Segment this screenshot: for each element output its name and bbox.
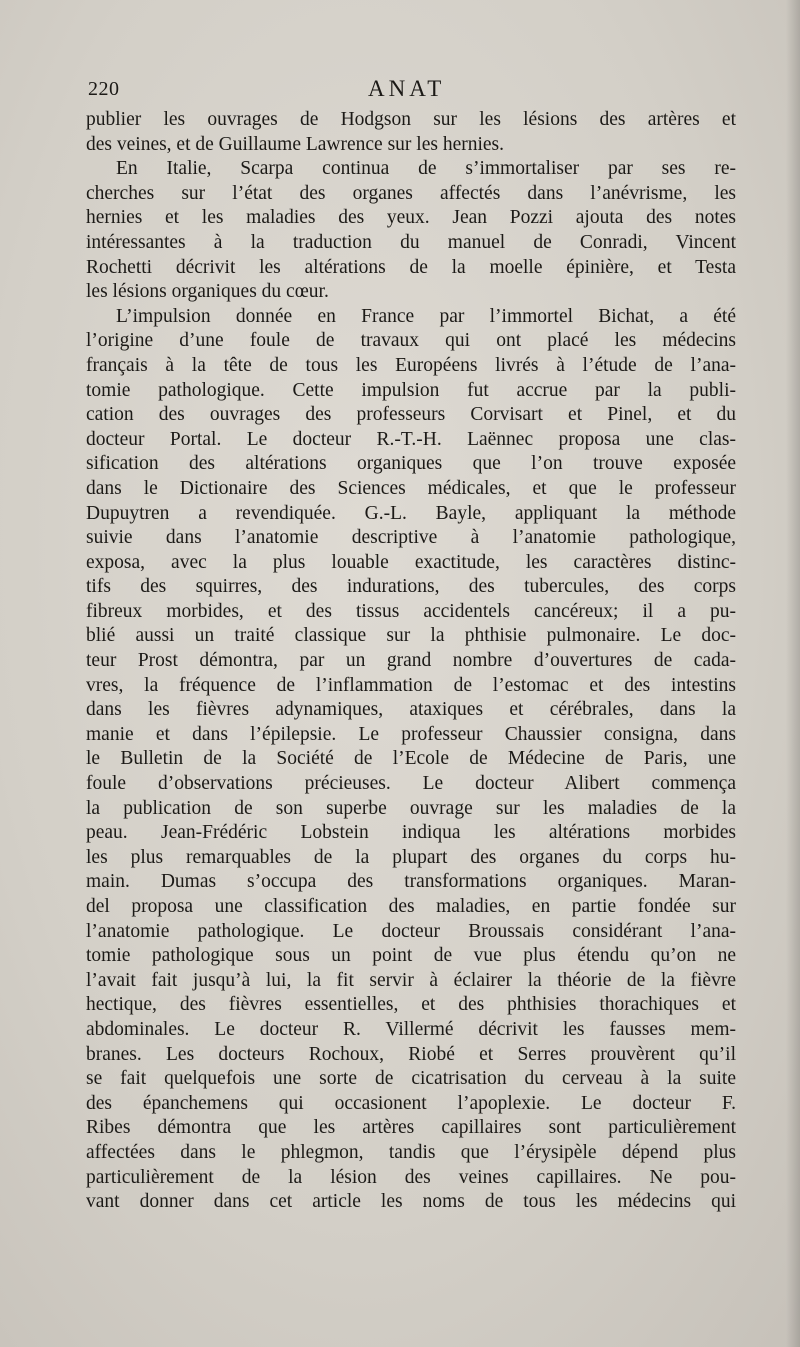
body-text	[86, 108, 736, 1215]
text-line: dans le Dictionaire des Sciences médicales, et que le professeur	[86, 477, 736, 499]
text-line: exposa, avec la plus louable exactitude, les caractères distinc-	[86, 551, 736, 573]
text-line: les plus remarquables de la plupart des organes du corps hu-	[86, 846, 736, 868]
text-line: docteur Portal. Le docteur R.-T.-H. Laënnec proposa une clas-	[86, 428, 736, 450]
text-line: la publication de son superbe ouvrage sur les maladies de la	[86, 797, 736, 819]
page-header	[88, 76, 748, 106]
text-line: vant donner dans cet article les noms de tous les médecins qui	[86, 1191, 736, 1213]
text-line: del proposa une classification des maladies, en partie fondée sur	[86, 896, 736, 917]
text-line: L’impulsion donnée en France par l’immortel Bichat, a été	[116, 305, 736, 327]
text-line: les lésions organiques du cœur.	[86, 281, 329, 303]
text-line: tomie pathologique. Cette impulsion fut accrue par la publi-	[86, 379, 736, 401]
text-line: français à la tête de tous les Européens livrés à l’étude de l’ana-	[86, 354, 736, 376]
text-line: En Italie, Scarpa continua de s’immortaliser par ses re-	[116, 158, 736, 180]
text-line: teur Prost démontra, par un grand nombre d’ouvertures de cada-	[86, 650, 736, 672]
text-line: Ribes démontra que les artères capillaires sont particulièrement	[86, 1117, 736, 1139]
text-line: manie et dans l’épilepsie. Le professeur Chaussier consigna, dans	[86, 723, 736, 745]
text-line: publier les ouvrages de Hodgson sur les lésions des artères et	[86, 109, 736, 130]
text-line: cherches sur l’état des organes affectés dans l’anévrisme, les	[86, 182, 736, 204]
text-line: hectique, des fièvres essentielles, et des phthisies thorachiques et	[86, 994, 736, 1016]
text-line: vres, la fréquence de l’inflammation de l’estomac et des intestins	[86, 674, 736, 696]
text-line: particulièrement de la lésion des veines capillaires. Ne pou-	[86, 1166, 736, 1188]
text-line: branes. Les docteurs Rochoux, Riobé et Serres prouvèrent qu’il	[86, 1043, 736, 1065]
text-line: des épanchemens qui occasionent l’apoplexie. Le docteur F.	[86, 1092, 736, 1114]
page-number: 220	[88, 78, 120, 100]
text-line: fibreux morbides, et des tissus accidentels cancéreux; il a pu-	[86, 600, 736, 622]
text-line: intéressantes à la traduction du manuel de Conradi, Vincent	[86, 231, 736, 253]
text-line: dans les fièvres adynamiques, ataxiques et cérébrales, dans la	[86, 699, 736, 721]
text-line: Dupuytren a revendiquée. G.-L. Bayle, appliquant la méthode	[86, 502, 736, 524]
text-line: peau. Jean-Frédéric Lobstein indiqua les altérations morbides	[86, 822, 736, 844]
text-line: suivie dans l’anatomie descriptive à l’anatomie pathologique,	[86, 527, 736, 549]
text-line: le Bulletin de la Société de l’Ecole de Médecine de Paris, une	[86, 748, 736, 770]
text-line: blié aussi un traité classique sur la phthisie pulmonaire. Le doc-	[86, 625, 736, 647]
text-line: foule d’observations précieuses. Le docteur Alibert commença	[86, 773, 736, 795]
text-line: se fait quelquefois une sorte de cicatrisation du cerveau à la suite	[86, 1068, 736, 1090]
text-line: affectées dans le phlegmon, tandis que l’érysipèle dépend plus	[86, 1141, 736, 1163]
text-line: hernies et les maladies des yeux. Jean Pozzi ajouta des notes	[86, 207, 736, 229]
text-line: des veines, et de Guillaume Lawrence sur les hernies.	[86, 133, 505, 155]
text-line: abdominales. Le docteur R. Villermé décrivit les fausses mem-	[86, 1018, 736, 1040]
text-line: main. Dumas s’occupa des transformations organiques. Maran-	[86, 871, 736, 893]
text-line: l’avait fait jusqu’à lui, la fit servir à éclairer la théorie de la fièvre	[86, 969, 736, 991]
text-line: Rochetti décrivit les altérations de la moelle épinière, et Testa	[86, 256, 736, 278]
text-line: l’origine d’une foule de travaux qui ont placé les médecins	[86, 330, 736, 352]
page-edge-shadow	[786, 0, 800, 1347]
text-line: sification des altérations organiques que l’on trouve exposée	[86, 453, 736, 475]
text-line: tifs des squirres, des indurations, des tubercules, des corps	[86, 576, 736, 598]
text-line: l’anatomie pathologique. Le docteur Broussais considérant l’ana-	[86, 920, 736, 942]
running-head: ANAT	[368, 76, 446, 101]
text-line: cation des ouvrages des professeurs Corvisart et Pinel, et du	[86, 404, 736, 426]
text-line: tomie pathologique sous un point de vue plus étendu qu’on ne	[86, 945, 736, 967]
